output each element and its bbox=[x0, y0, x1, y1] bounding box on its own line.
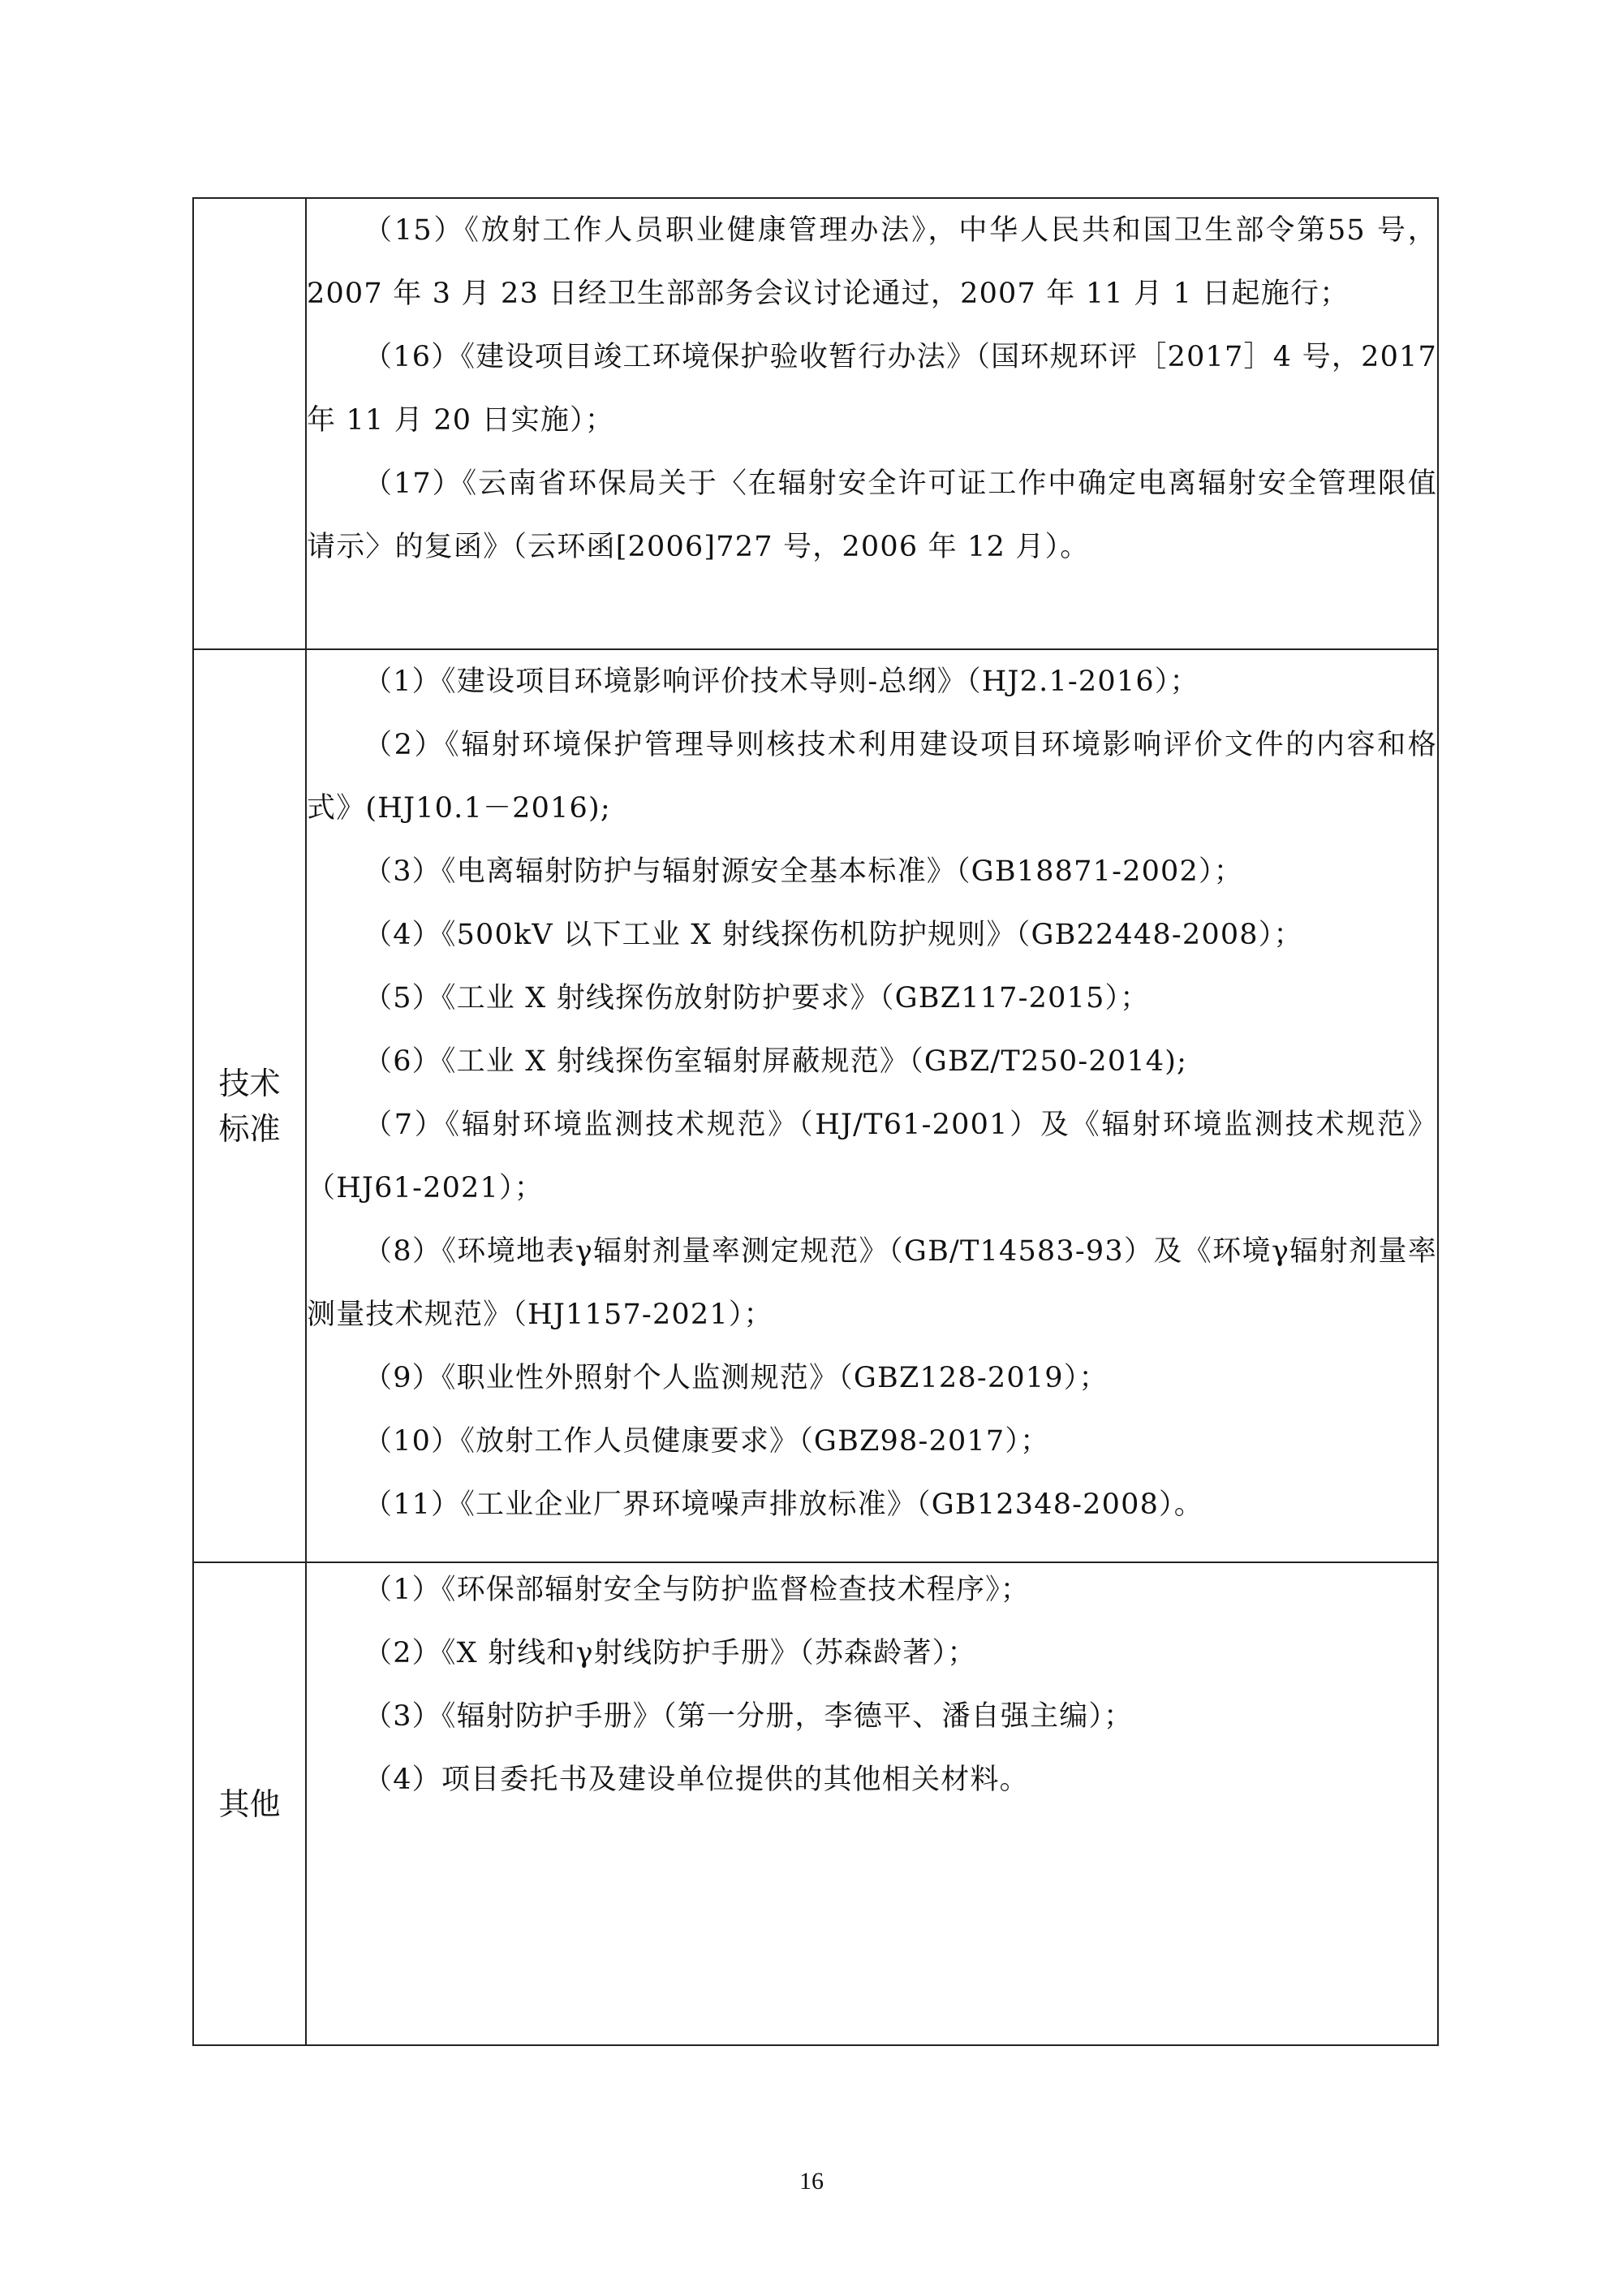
list-item: （11）《工业企业厂界环境噪声排放标准》（GB12348-2008）。 bbox=[364, 1488, 1203, 1521]
list-item: （17）《云南省环保局关于〈在辐射安全许可证工作中确定电离辐射安全管理限值请示〉的复函》（云环函[2006]727 号，2006 年 12 月）。 bbox=[307, 467, 1437, 563]
page-number: 16 bbox=[799, 2168, 824, 2195]
list-item: （15）《放射工作人员职业健康管理办法》，中华人民共和国卫生部令第55 号，2007 年 3 月 23 日经卫生部部务会议讨论通过，2007 年 11 月 1 日起施行； bbox=[307, 214, 1437, 310]
table-row bbox=[193, 198, 1438, 649]
table-row bbox=[193, 1562, 1438, 2045]
row-label-other: 其他 bbox=[218, 1786, 281, 1822]
list-item: （2）《X 射线和γ射线防护手册》（苏森龄著）； bbox=[364, 1637, 977, 1669]
row-content-cell bbox=[306, 198, 1438, 649]
list-item: （5）《工业 X 射线探伤放射防护要求》（GBZ117-2015）； bbox=[364, 982, 1150, 1014]
list-item: （7）《辐射环境监测技术规范》（HJ/T61-2001）及《辐射环境监测技术规范》（HJ61-2021）； bbox=[307, 1109, 1437, 1204]
row-label-technical-standards: 标准 bbox=[218, 1110, 281, 1147]
list-item: （10）《放射工作人员健康要求》（GBZ98-2017）； bbox=[364, 1425, 1050, 1458]
list-item: （4）项目委托书及建设单位提供的其他相关材料。 bbox=[364, 1764, 1029, 1796]
document-table bbox=[192, 197, 1439, 2046]
row-label-cell bbox=[193, 649, 306, 1562]
list-item: （3）《电离辐射防护与辐射源安全基本标准》（GB18871-2002）； bbox=[364, 855, 1243, 888]
list-item: （1）《环保部辐射安全与防护监督检查技术程序》； bbox=[364, 1574, 1031, 1606]
row-content-cell bbox=[306, 1562, 1438, 2045]
list-item: （2）《辐射环境保护管理导则核技术利用建设项目环境影响评价文件的内容和格式》(HJ10.1－2016); bbox=[307, 729, 1437, 825]
list-item: （16）《建设项目竣工环境保护验收暂行办法》（国环规环评［2017］4 号，2017 年 11 月 20 日实施）； bbox=[307, 341, 1437, 437]
list-item: （8）《环境地表γ辐射剂量率测定规范》（GB/T14583-93）及《环境γ辐射剂量率测量技术规范》（HJ1157-2021）； bbox=[307, 1235, 1437, 1331]
list-item: （6）《工业 X 射线探伤室辐射屏蔽规范》（GBZ/T250-2014); bbox=[364, 1045, 1188, 1078]
list-item: （9）《职业性外照射个人监测规范》（GBZ128-2019）； bbox=[364, 1362, 1109, 1394]
list-item: （1）《建设项目环境影响评价技术导则-总纲》（HJ2.1-2016）； bbox=[364, 666, 1199, 698]
list-item: （4）《500kV 以下工业 X 射线探伤机防护规则》（GB22448-2008）； bbox=[364, 919, 1303, 951]
row-label-cell bbox=[193, 198, 306, 649]
row-content-cell bbox=[306, 649, 1438, 1562]
list-item: （3）《辐射防护手册》（第一分册，李德平、潘自强主编）； bbox=[364, 1700, 1134, 1733]
row-label-cell bbox=[193, 1562, 306, 2045]
table-row bbox=[193, 649, 1438, 1562]
row-label-technical-standards: 技术 bbox=[218, 1065, 281, 1101]
